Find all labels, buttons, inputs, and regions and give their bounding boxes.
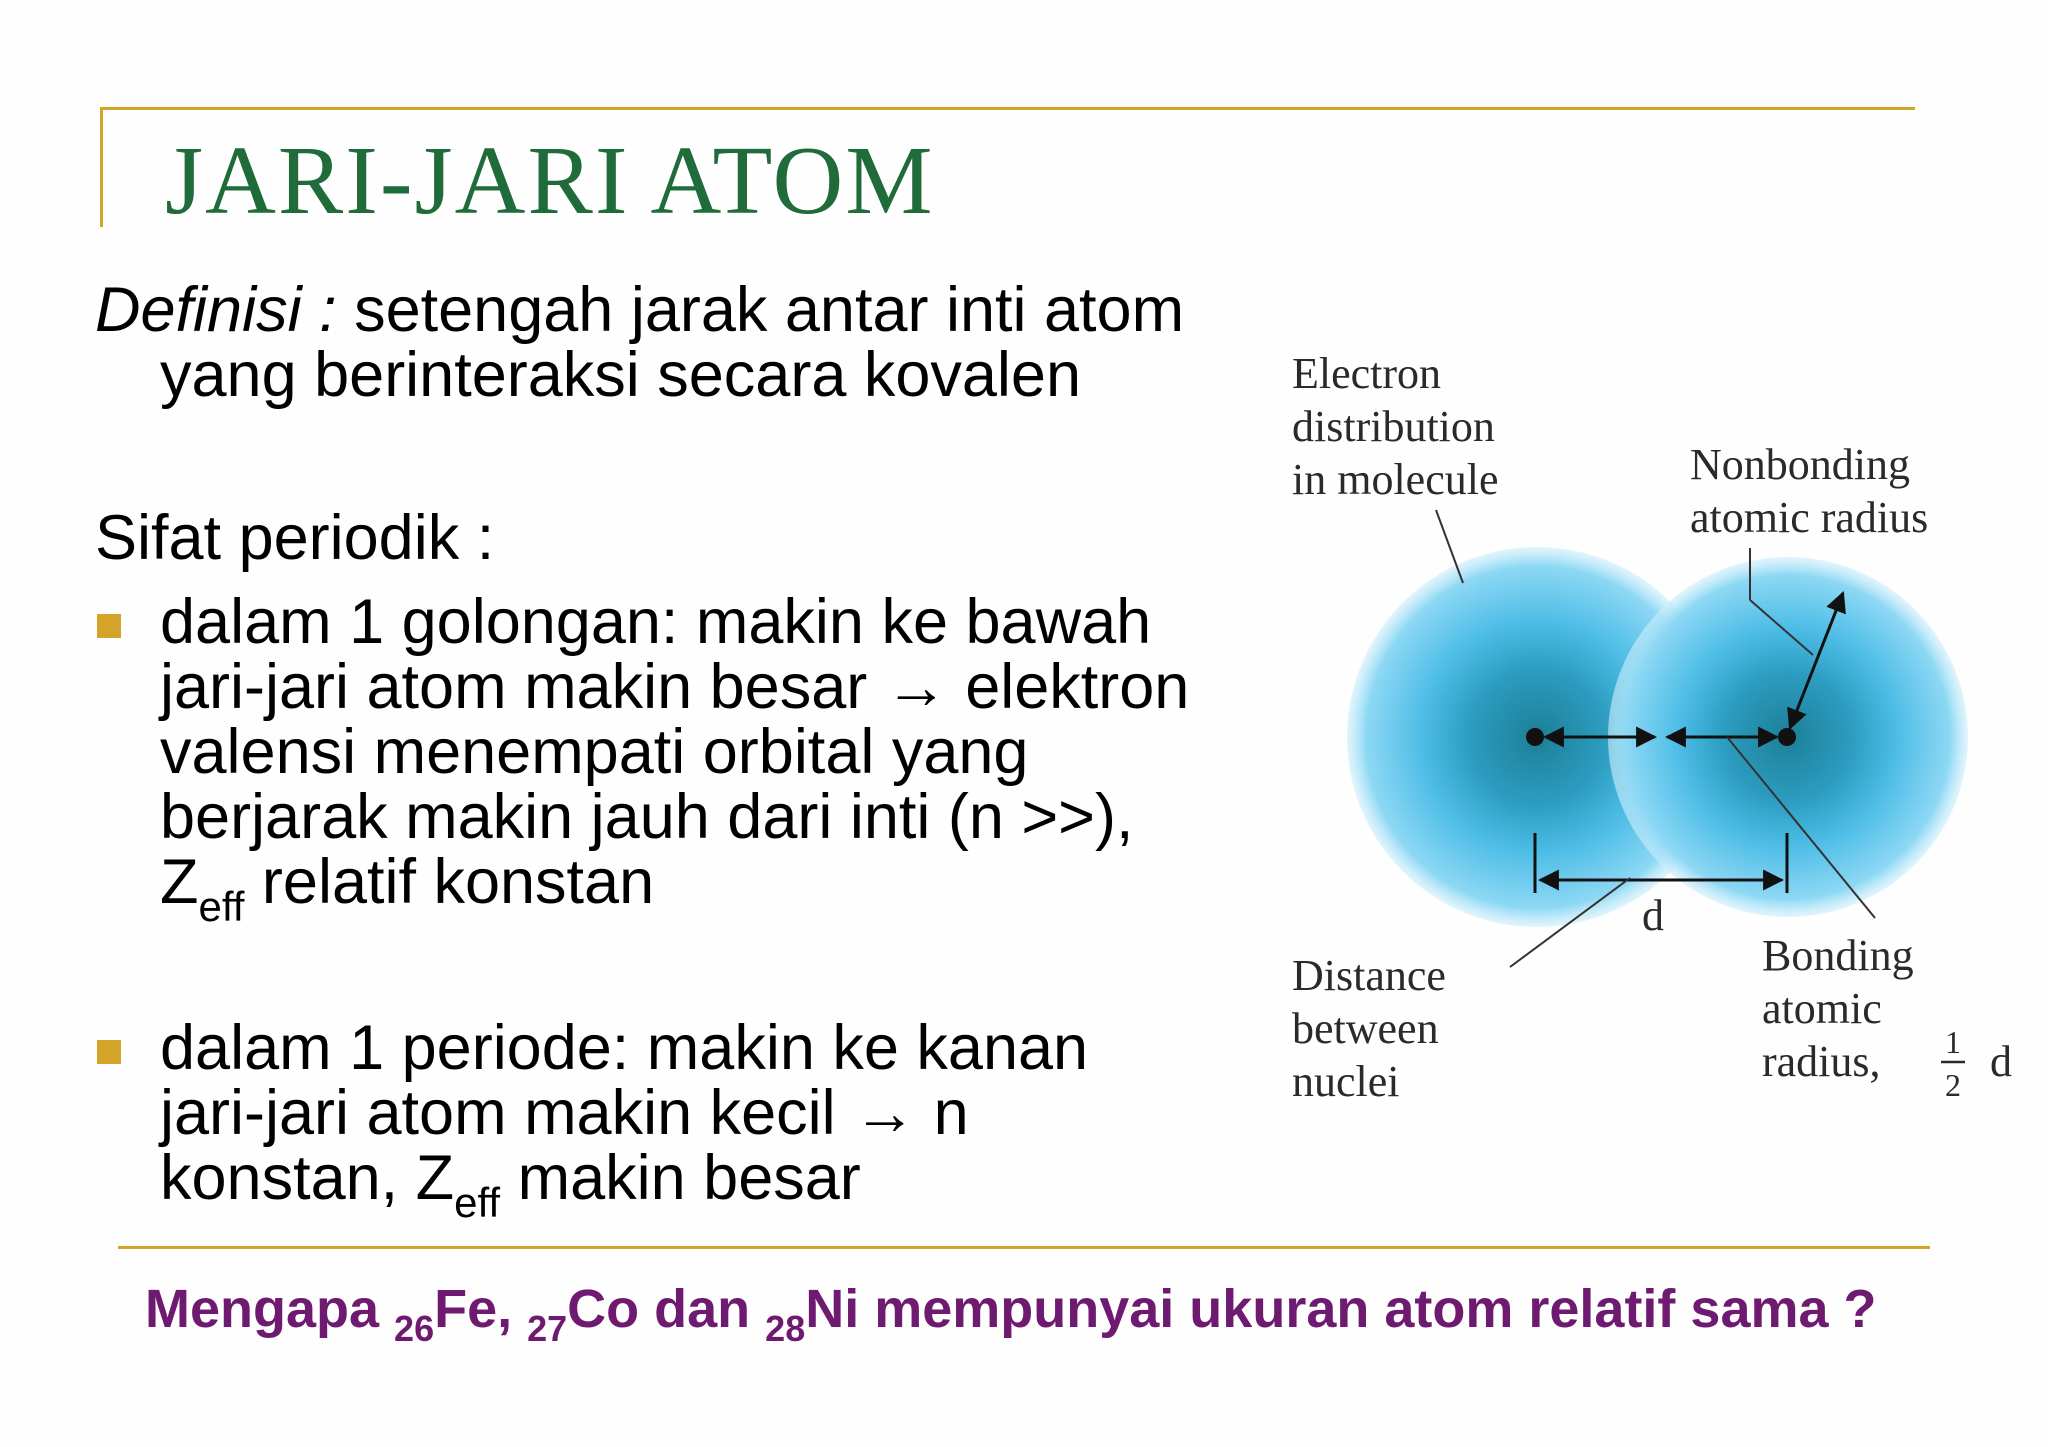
half-numerator: 1 bbox=[1945, 1024, 1961, 1060]
bullet-2-line-2: jari-jari atom makin kecil → n bbox=[160, 1078, 969, 1148]
ni-atomic-number: 28 bbox=[765, 1308, 806, 1349]
bullet-2-line-3-pre: konstan, Z bbox=[160, 1143, 455, 1213]
distance-between-nuclei-label: Distance between nuclei bbox=[1292, 951, 1446, 1106]
electron-distribution-label: Electron distribution in molecule bbox=[1292, 349, 1499, 504]
bullet-1-line-5-text: relatif konstan bbox=[244, 847, 655, 917]
eff-subscript: eff bbox=[454, 1179, 501, 1226]
question-pre: Mengapa bbox=[145, 1279, 395, 1339]
definition-label: Definisi : bbox=[95, 275, 337, 345]
definition-text-1: setengah jarak antar inti atom bbox=[354, 275, 1185, 345]
half-d-label: d bbox=[1990, 1037, 2012, 1086]
co-atomic-number: 27 bbox=[527, 1308, 568, 1349]
d-label: d bbox=[1642, 891, 1664, 940]
ni-symbol: Ni mempunyai ukuran atom relatif sama ? bbox=[805, 1279, 1877, 1339]
left-nucleus bbox=[1526, 728, 1544, 746]
bottom-rule bbox=[118, 1246, 1930, 1249]
periodic-heading: Sifat periodik : bbox=[95, 503, 495, 573]
bullet-1-line-4: berjarak makin jauh dari inti (n >>), bbox=[160, 782, 1134, 852]
bullet-1-line-3: valensi menempati orbital yang bbox=[160, 717, 1029, 787]
bullet-1-line-2: jari-jari atom makin besar → elektron bbox=[160, 652, 1190, 722]
slide-title: JARI-JARI ATOM bbox=[165, 127, 935, 235]
question-text bbox=[145, 1278, 1877, 1349]
right-nucleus bbox=[1778, 728, 1796, 746]
definition-line-2: yang berinteraksi secara kovalen bbox=[160, 340, 1082, 410]
bullet-marker-1 bbox=[97, 614, 121, 638]
fe-symbol: Fe, bbox=[434, 1279, 528, 1339]
top-rule bbox=[100, 107, 1915, 110]
half-denominator: 2 bbox=[1945, 1067, 1961, 1103]
left-rule bbox=[100, 107, 103, 227]
bullet-1-line-1: dalam 1 golongan: makin ke bawah bbox=[160, 587, 1152, 657]
bullet-2-line-3-text: makin besar bbox=[500, 1143, 861, 1213]
bonding-radius-label: Bonding atomic radius, bbox=[1762, 931, 1914, 1086]
atomic-radius-diagram bbox=[1280, 340, 2048, 1120]
eff-subscript: eff bbox=[198, 883, 245, 930]
bullet-marker-2 bbox=[97, 1040, 121, 1064]
definition-line-1 bbox=[95, 275, 1185, 345]
z-symbol: Z bbox=[160, 847, 199, 917]
bullet-2-line-1: dalam 1 periode: makin ke kanan bbox=[160, 1013, 1089, 1083]
fe-atomic-number: 26 bbox=[394, 1308, 435, 1349]
co-symbol: Co dan bbox=[567, 1279, 766, 1339]
bullet-2-line-3 bbox=[160, 1143, 861, 1226]
bullet-1-line-5 bbox=[160, 847, 655, 930]
nonbonding-radius-label: Nonbonding atomic radius bbox=[1690, 440, 1929, 542]
